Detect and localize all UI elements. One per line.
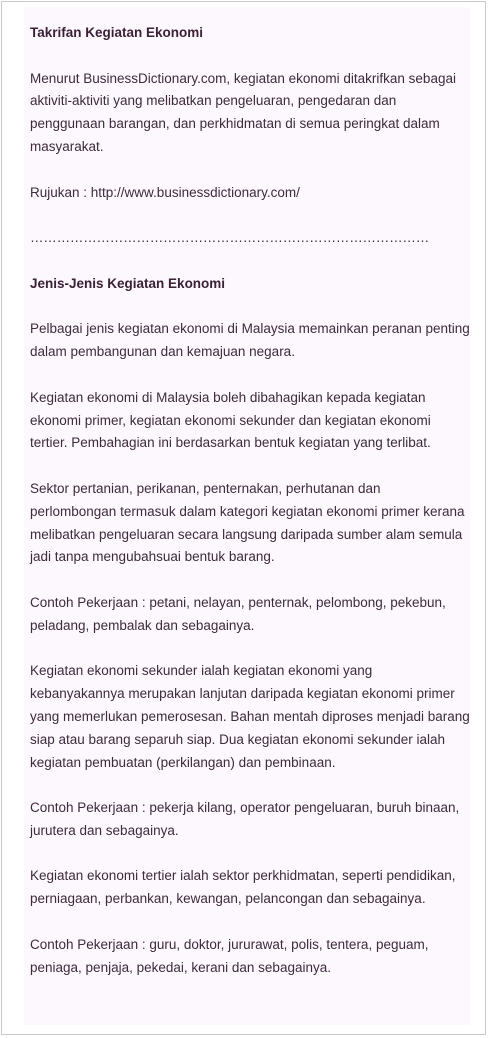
types-paragraph: Pelbagai jenis kegiatan ekonomi di Malaysia memainkan peranan penting dalam pembangunan dan kemajuan negara. (30, 321, 470, 360)
types-heading: Jenis-Jenis Kegiatan Ekonomi (30, 275, 226, 291)
types-paragraph: Contoh Pekerjaan : petani, nelayan, penternak, pelombong, pekebun, peladang, pembalak dan sebagainya. (30, 594, 446, 633)
reference-text: Rujukan : http://www.businessdictionary.com/ (30, 184, 300, 200)
types-paragraph: Sektor pertanian, perikanan, penternakan, perhutanan dan perlombongan termasuk dalam kategori kegiatan ekonomi primer kerana melibatkan pengeluaran secara langsung daripada sumber alam semula jadi tanpa mengubahsuai bentuk barang. (30, 480, 465, 565)
types-paragraph: Kegiatan ekonomi tertier ialah sektor perkhidmatan, seperti pendidikan, perniagaan, perbankan, kewangan, pelancongan dan sebagainya. (30, 868, 456, 907)
dotted-separator: ……………………………………………………………………………… (30, 230, 430, 246)
types-paragraph: Contoh Pekerjaan : pekerja kilang, operator pengeluaran, buruh binaan, jurutera dan sebagainya. (30, 800, 460, 838)
types-paragraph: Kegiatan ekonomi di Malaysia boleh dibahagikan kepada kegiatan ekonomi primer, kegiatan ekonomi sekunder dan kegiatan ekonomi tertier. Pembahagian ini berdasarkan bentuk kegiatan yang terlibat. (30, 389, 431, 451)
types-paragraph: Kegiatan ekonomi sekunder ialah kegiatan ekonomi yang kebanyakannya merupakan lanjutan daripada kegiatan ekonomi primer yang memerlukan pemerosesan. Bahan mentah diproses menjadi barang siap atau barang separuh siap. Dua kegiatan ekonomi sekunder ialah kegiatan pembuatan (perkilangan) dan pembinaan. (30, 663, 470, 770)
article-body (30, 22, 470, 979)
definition-paragraph: Menurut BusinessDictionary.com, kegiatan ekonomi ditakrifkan sebagai aktiviti-aktiviti yang melibatkan pengeluaran, pengedaran dan penggunaan barangan, dan perkhidmatan di semua peringkat dalam masyarakat. (30, 70, 456, 154)
types-paragraph: Contoh Pekerjaan : guru, doktor, jururawat, polis, tentera, peguam, peniaga, penjaja, pekedai, kerani dan sebagainya. (30, 936, 429, 975)
definition-heading: Takrifan Kegiatan Ekonomi (30, 25, 204, 40)
